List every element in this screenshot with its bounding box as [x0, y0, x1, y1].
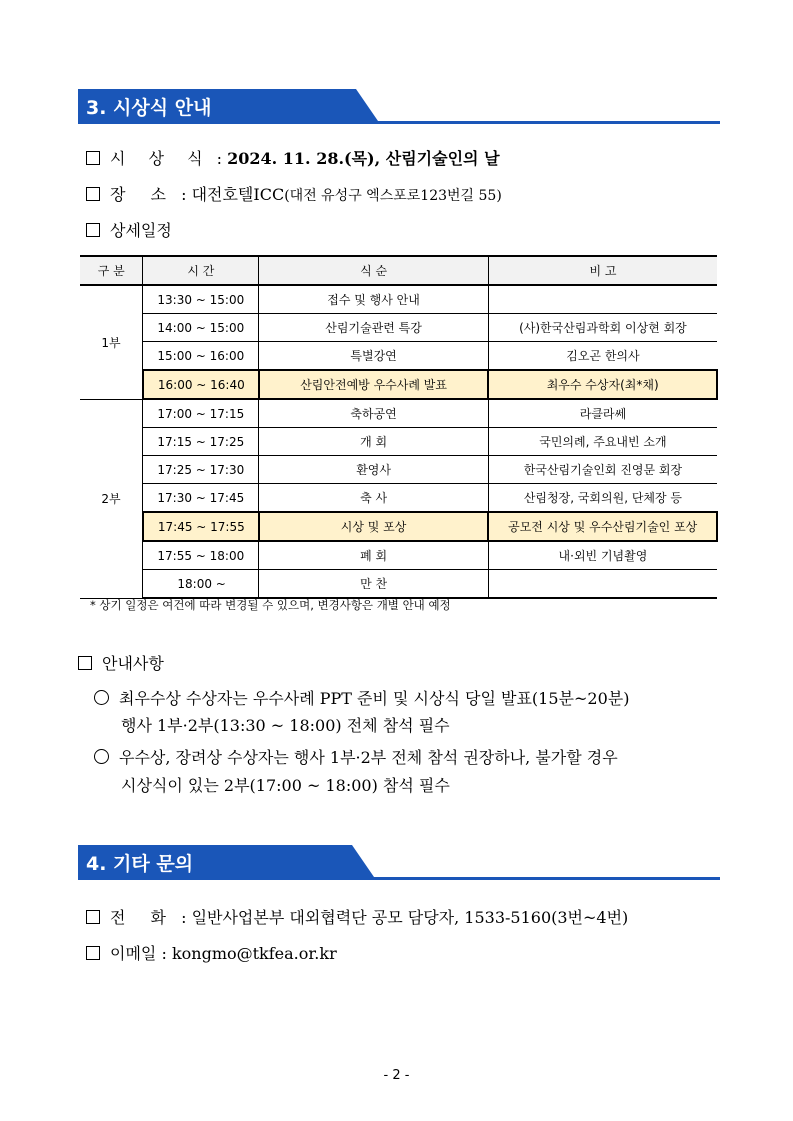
header-division: 구 분 — [80, 256, 143, 285]
checkbox-icon — [78, 656, 92, 670]
guide-bullet-1 — [94, 686, 629, 709]
note-cell — [488, 285, 717, 314]
program-cell: 산림기술관련 특강 — [259, 314, 489, 342]
place-label: 장 소 — [110, 185, 176, 204]
note-cell: 라클라쎄 — [488, 399, 717, 428]
header-note: 비 고 — [488, 256, 717, 285]
program-cell: 특별강연 — [259, 342, 489, 371]
ceremony-value: 2024. 11. 28.(목), 산림기술인의 날 — [227, 149, 500, 168]
time-cell: 18:00 ~ — [143, 570, 259, 599]
checkbox-icon — [86, 223, 100, 237]
section3-title: 3. 시상식 안내 — [86, 97, 212, 119]
time-cell: 13:30 ~ 15:00 — [143, 285, 259, 314]
table-row — [80, 484, 717, 513]
program-cell: 폐 회 — [259, 541, 489, 570]
time-cell: 14:00 ~ 15:00 — [143, 314, 259, 342]
note-cell: 국민의례, 주요내빈 소개 — [488, 428, 717, 456]
table-row — [80, 399, 717, 428]
bullet1-line2: 행사 1부·2부(13:30 ~ 18:00) 전체 참석 필수 — [121, 716, 450, 735]
section3-header — [78, 89, 720, 123]
section4-header — [78, 845, 720, 879]
table-row-highlighted — [80, 512, 717, 541]
phone-value: 일반사업본부 대외협력단 공모 담당자, 1533-5160(3번~4번) — [191, 908, 629, 927]
time-cell: 16:00 ~ 16:40 — [143, 370, 259, 399]
note-cell: 공모전 시상 및 우수산림기술인 포상 — [488, 512, 717, 541]
table-row — [80, 570, 717, 599]
program-cell: 개 회 — [259, 428, 489, 456]
place-detail: (대전 유성구 엑스포로123번길 55) — [284, 188, 502, 204]
program-cell: 축 사 — [259, 484, 489, 513]
table-row-highlighted — [80, 370, 717, 399]
program-cell: 산림안전예방 우수사례 발표 — [259, 370, 489, 399]
table-header-row — [80, 256, 717, 285]
place-value: 대전호텔ICC — [191, 185, 285, 204]
guide-heading-line — [78, 651, 164, 674]
time-cell: 17:25 ~ 17:30 — [143, 456, 259, 484]
schedule-table — [80, 255, 718, 599]
checkbox-icon — [86, 187, 100, 201]
table-row — [80, 456, 717, 484]
part1-cell: 1부 — [80, 285, 143, 399]
phone-line: 전 화 : 일반사업본부 대외협력단 공모 담당자, 1533-5160(3번~4번) — [86, 905, 628, 928]
table-row — [80, 541, 717, 570]
ceremony-line: 시 상 식 : 2024. 11. 28.(목), 산림기술인의 날 — [86, 146, 500, 169]
note-cell — [488, 570, 717, 599]
table-row — [80, 314, 717, 342]
time-cell: 17:15 ~ 17:25 — [143, 428, 259, 456]
guide-heading: 안내사항 — [102, 654, 164, 673]
table-row — [80, 285, 717, 314]
checkbox-icon — [86, 910, 100, 924]
note-cell: 산림청장, 국회의원, 단체장 등 — [488, 484, 717, 513]
note-cell: 김오곤 한의사 — [488, 342, 717, 371]
header-program: 식 순 — [259, 256, 489, 285]
program-cell: 접수 및 행사 안내 — [259, 285, 489, 314]
email-label: 이메일 — [110, 944, 157, 963]
time-cell: 17:00 ~ 17:15 — [143, 399, 259, 428]
time-cell: 17:45 ~ 17:55 — [143, 512, 259, 541]
bullet2-line1: 우수상, 장려상 수상자는 행사 1부·2부 전체 참석 권장하나, 불가할 경우 — [119, 748, 618, 767]
note-cell: 최우수 수상자(최*채) — [488, 370, 717, 399]
program-cell: 시상 및 포상 — [259, 512, 489, 541]
checkbox-icon — [86, 946, 100, 960]
email-value: kongmo@tkfea.or.kr — [171, 944, 337, 963]
circle-bullet-icon — [94, 690, 109, 705]
schedule-label: 상세일정 — [110, 221, 172, 240]
circle-bullet-icon — [94, 749, 109, 764]
place-line: 장 소 : 대전호텔ICC(대전 유성구 엑스포로123번길 55) — [86, 182, 502, 205]
table-row — [80, 342, 717, 371]
time-cell: 17:55 ~ 18:00 — [143, 541, 259, 570]
page-number: - 2 - — [383, 1068, 410, 1083]
header-time: 시 간 — [143, 256, 259, 285]
time-cell: 15:00 ~ 16:00 — [143, 342, 259, 371]
note-cell: (사)한국산림과학회 이상현 회장 — [488, 314, 717, 342]
note-cell: 한국산림기술인회 진영문 회장 — [488, 456, 717, 484]
part2-cell: 2부 — [80, 399, 143, 598]
bullet2-line2: 시상식이 있는 2부(17:00 ~ 18:00) 참석 필수 — [121, 776, 450, 795]
time-cell: 17:30 ~ 17:45 — [143, 484, 259, 513]
guide-bullet-2 — [94, 745, 618, 768]
program-cell: 축하공연 — [259, 399, 489, 428]
table-row — [80, 428, 717, 456]
schedule-line — [86, 218, 172, 241]
phone-label: 전 화 — [110, 908, 176, 927]
note-cell: 내·외빈 기념촬영 — [488, 541, 717, 570]
program-cell: 환영사 — [259, 456, 489, 484]
bullet1-line1: 최우수상 수상자는 우수사례 PPT 준비 및 시상식 당일 발표(15분~20분) — [119, 689, 630, 708]
table-footnote: * 상기 일정은 여건에 따라 변경될 수 있으며, 변경사항은 개별 안내 예정 — [90, 598, 451, 612]
checkbox-icon — [86, 151, 100, 165]
section4-title: 4. 기타 문의 — [86, 853, 194, 875]
program-cell: 만 찬 — [259, 570, 489, 599]
email-line: 이메일 : kongmo@tkfea.or.kr — [86, 941, 337, 964]
ceremony-label: 시 상 식 — [110, 149, 212, 168]
